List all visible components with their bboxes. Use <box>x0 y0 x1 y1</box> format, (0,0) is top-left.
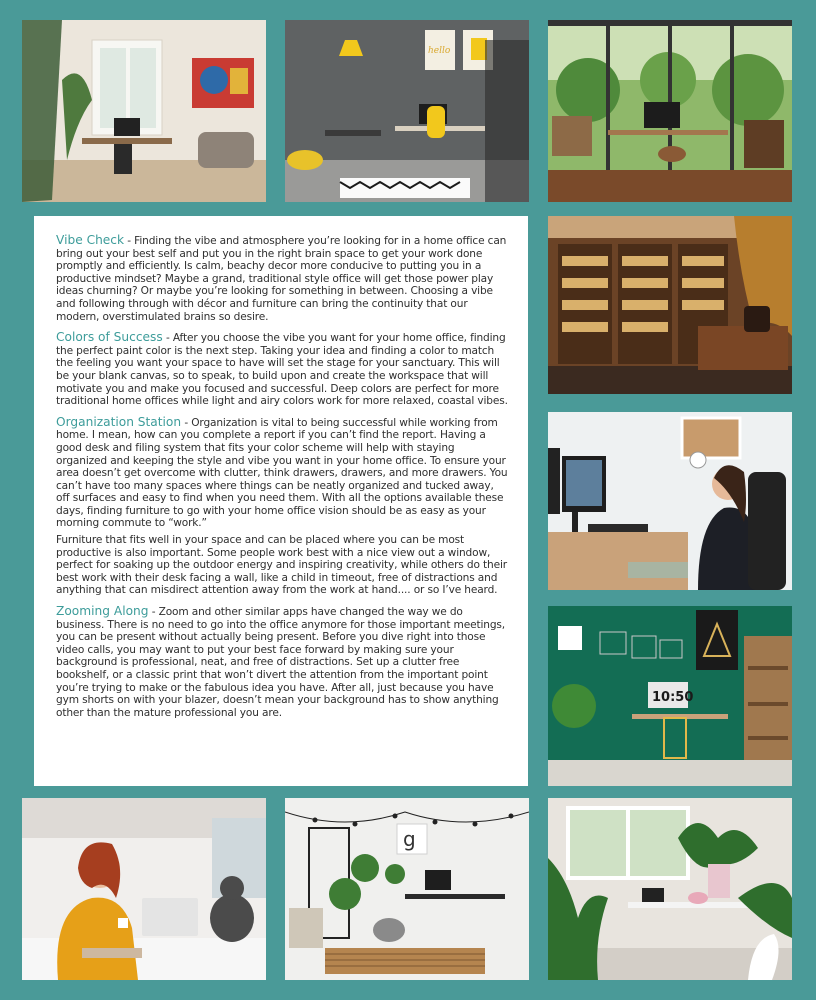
photo-woman-yellow-sweater <box>22 798 266 980</box>
photo-bright-home-office <box>22 20 266 202</box>
photo-plant-window-office <box>548 798 792 980</box>
photo-green-wall-office <box>548 606 792 786</box>
photo-white-scandi-office <box>285 798 529 980</box>
body-furniture: Furniture that fits well in your space and can be placed where you can be most productive is also important. Some people work best with a nice view out a window, perfect for soaking up the outdoor energy and inspiring creativity, while others do their best work with their desk facing a wall, like a child in timeout, free of distractions and anything that can misdirect attention away from the work at hand.... or so I’ve heard. <box>56 534 507 597</box>
heading-colors-of-success: Colors of Success <box>56 330 163 345</box>
heading-zooming-along: Zooming Along <box>56 604 149 619</box>
body-organization-station: - Organization is vital to being successful while working from home. I mean, how can you complete a report if you can’t find the report. Having a good desk and filing system that fits your color scheme will help with staying organized and keeping the style and vibe you want in your home office. To ensure your area doesn’t get overcome with clutter, think drawers, drawers, and more drawers. You can’t have too many spaces where things can be neatly organized and tucked away, off surfaces and easy to find when you need them. With all the options available these days, finding furniture to go with your home office vision should be as easy as your morning commute to “work.” <box>56 416 508 530</box>
heading-vibe-check: Vibe Check <box>56 233 125 247</box>
section-organization-station <box>56 416 508 530</box>
photo-glass-sunroom-office <box>548 20 792 202</box>
section-colors-of-success <box>56 331 508 408</box>
section-furniture <box>56 534 508 597</box>
clock-text: 10:50 <box>652 690 694 705</box>
sign-letter: g <box>403 827 416 851</box>
photo-gray-yellow-office <box>285 20 529 202</box>
heading-organization-station: Organization Station <box>56 414 182 429</box>
photo-traditional-wood-office <box>548 216 792 394</box>
section-vibe-check <box>56 234 508 323</box>
article-panel <box>34 216 528 786</box>
section-zooming-along <box>56 605 508 719</box>
poster-text: hello <box>428 46 451 56</box>
photo-video-call-woman <box>548 412 792 590</box>
body-zooming-along: - Zoom and other similar apps have changed the way we do business. There is no need to go into the office anymore for those important meetings, you can be present without actually being present. Before you dive right into those video calls, you may want to put your best face forward by making sure your background is professional, neat, and free of distractions. Set up a clutter free bookshelf, or a classic print that won’t divert the attention from the important point you’re trying to make or the fabulous idea you have. After all, just because you have gym shorts on with your blazer, doesn’t mean your background has to show anything other than the mature professional you are. <box>56 606 505 719</box>
body-vibe-check: - Finding the vibe and atmosphere you’re looking for in a home office can bring out your best self and put you in the right brain space to get your work done promptly and efficiently. Is calm, beachy decor more conducive to putting you in a productive mindset? Maybe a grand, traditional style office will get those power play ideas churning? Or maybe you’re looking for something in between. Choosing a vibe and following through with décor and furniture can bring the continuity that our modern, overstimulated brains so desire. <box>56 235 507 323</box>
body-colors-of-success: - After you choose the vibe you want for your home office, finding the perfect paint color is the next step. Taking your idea and finding a color to match the feeling you want your space to have will set the stage for your sanctuary. This will be your blank canvas, so to speak, to build upon and create the workspace that will motivate you and make you focused and successful. Deep colors are perfect for more traditional home offices while light and airy colors work for more relaxed, coastal vibes. <box>56 332 508 408</box>
